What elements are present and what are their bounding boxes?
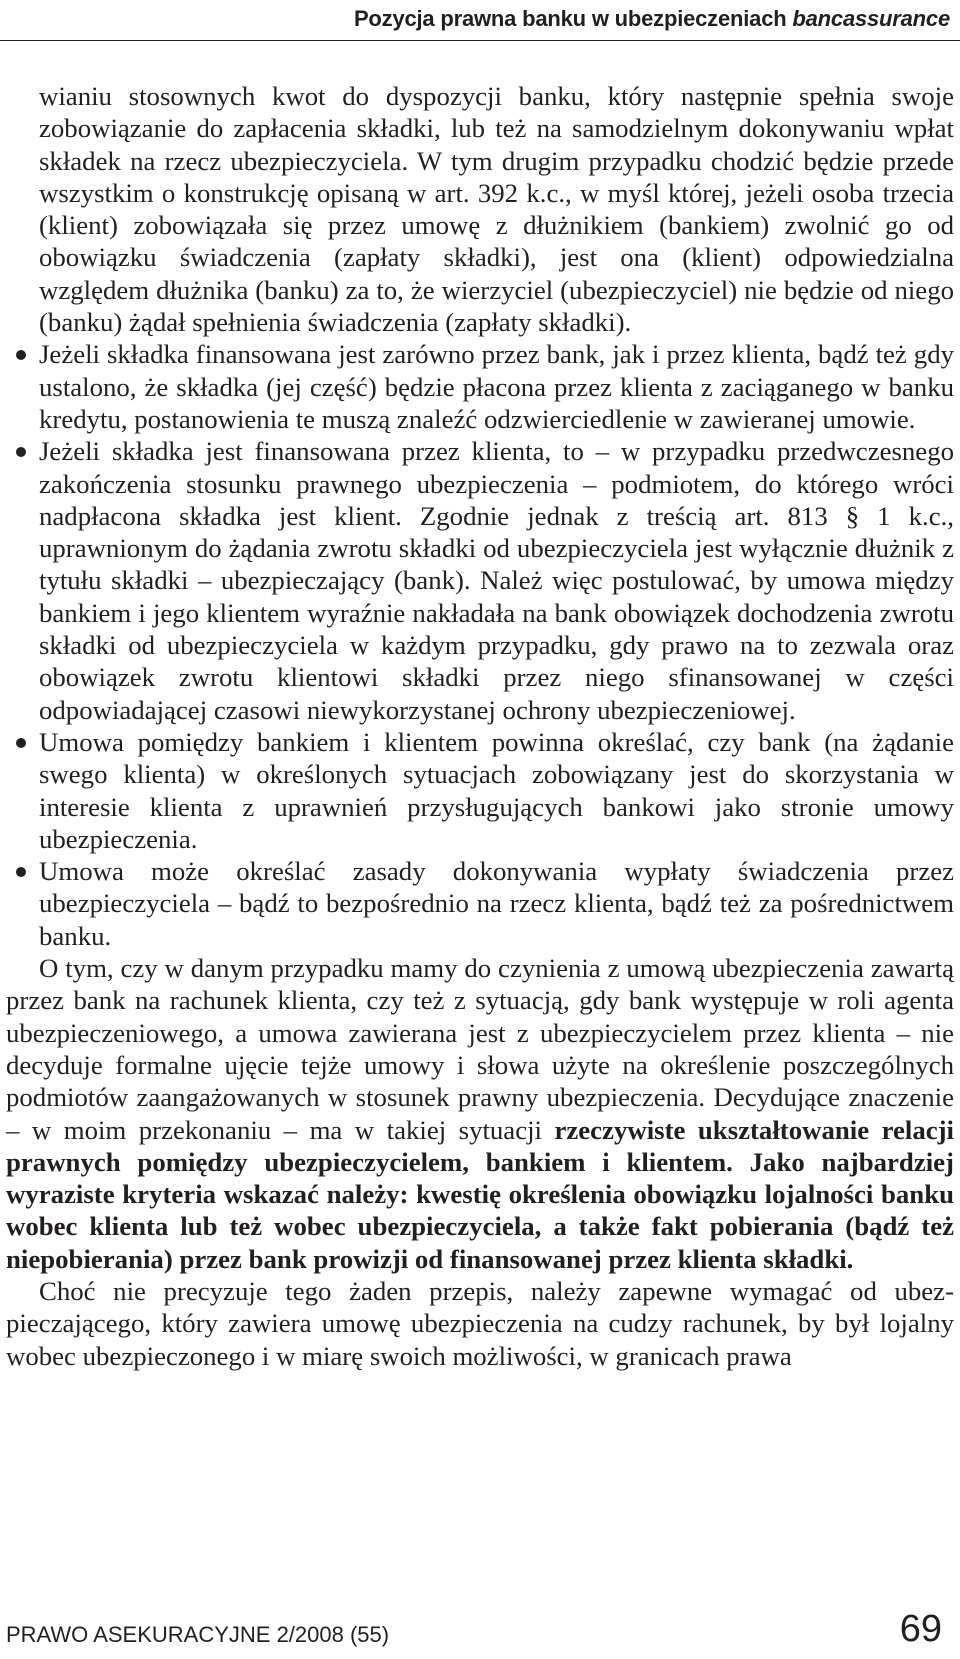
bullet-list bbox=[6, 338, 954, 952]
bullet-item bbox=[6, 435, 954, 726]
intro-paragraph: wianiu stosownych kwot do dyspozycji banku, który następnie spełnia swoje zobowiązanie do zapłacenia składki, lub też na samodzielnym dokonywaniu wpłat składek na rzecz ubezpieczyciela. W tym drugim przypadku chodzić będzie przede wszystkim o konstrukcję opisaną w art. 392 k.c., w myśl której, jeżeli osoba trzecia (klient) zobowiązała się przez umowę z dłużnikiem (bankiem) zwolnić go od obowiązku świadczenia (zapłaty składki), jest ona (klient) odpowiedzialna względem dłużnika (banku) za to, że wierzyciel (ubezpieczyciel) nie będzie od niego (banku) żądał spełnienia świadczenia (zapłaty składki). bbox=[39, 81, 954, 338]
bullet-icon bbox=[16, 738, 26, 748]
page-body bbox=[6, 80, 954, 1372]
bullet-icon bbox=[16, 867, 26, 877]
page-footer bbox=[0, 1600, 960, 1650]
header-title-italic: bancassurance bbox=[792, 6, 950, 31]
header-rule bbox=[0, 40, 960, 41]
bullet-item bbox=[6, 855, 954, 952]
header-title-main: Pozycja prawna banku w ubezpieczeniach bbox=[353, 6, 793, 31]
bullet-text: Jeżeli składka finansowana jest zarówno przez bank, jak i przez klienta, bądź też gdy ustalono, że składka (jej część) będzie płacona przez klienta z zaciąganego w banku kredytu, postanowienia te muszą znaleźć odzwierciedlenie w zawieranej umowie. bbox=[39, 339, 954, 434]
bullet-text: Umowa może określać zasady dokonywania wypłaty świadczenia przez ubezpieczyciela – bądź to bezpośrednio na rzecz klienta, bądź też za pośrednictwem banku. bbox=[39, 856, 954, 951]
bullet-icon bbox=[16, 350, 26, 360]
paragraph-agency-text: O tym, czy w danym przypadku mamy do czynienia z umową ubezpieczenia zawartą przez bank na rachunek klienta, czy też z sytuacją, gdy bank występuje w roli agenta ubezpieczeniowego, a umowa zawierana jest z ubezpieczycielem przez klienta – nie decyduje formalne ujęcie tejże umowy i słowa użyte na określenie poszczególnych podmiotów zaangażowanych w stosunek prawny ubezpieczenia. Decydujące znaczenie – w moim przekonaniu – ma w takiej sytuacji bbox=[6, 953, 954, 1145]
bullet-item bbox=[6, 726, 954, 855]
footer-journal-name: PRAWO ASEKURACYJNE 2/2008 (55) bbox=[6, 1622, 390, 1647]
paragraph-loyalty: Choć nie precyzuje tego żaden przepis, należy zapewne wymagać od ubezpieczającego, który zawiera umowę ubezpieczenia na cudzy rachunek, by był lojalny wobec ubezpieczonego i w miarę swoich możliwości, w granicach prawa bbox=[6, 1275, 954, 1371]
bullet-text: Jeżeli składka jest finansowana przez klienta, to – w przypadku przedwczesnego zakończenia stosunku prawnego ubezpieczenia – podmiotem, do którego wróci nadpłacona składka jest klient. Zgodnie jednak z treścią art. 813 § 1 k.c., uprawnionym do żądania zwrotu składki od ubezpieczyciela jest wyłącznie dłużnik z tytułu składki – ubezpieczający (bank). Należ więc postulować, by umowa między bankiem i jego klientem wyraźnie nakładała na bank obowiązek dochodzenia zwrotu składki od ubezpieczyciela w każdym przypadku, gdy prawo na to zezwala oraz obowiązek zwrotu klientowi składki przez niego sfinansowanej w części odpowiadającej czasowi niewykorzystanej ochrony ubezpieczeniowej. bbox=[39, 436, 954, 725]
page-number: 69 bbox=[899, 1608, 942, 1650]
running-header bbox=[0, 0, 960, 48]
running-header-title bbox=[354, 6, 950, 32]
paragraph-agency-emphasis: rzeczywiste ukształtowanie relacji prawnych pomiędzy ubezpieczycielem, bankiem i klientem. Jako najbardziej wyraziste kryteria wskazać należy: kwestię określenia obowiązku lojalności banku wobec klienta lub też wobec ubezpieczyciela, a także fakt pobierania (bądź też niepobierania) przez bank prowizji od finansowanej przez klienta składki. bbox=[6, 1114, 954, 1274]
bullet-text: Umowa pomiędzy bankiem i klientem powinna określać, czy bank (na żądanie swego klienta) w określonych sytuacjach zobowiązany jest do skorzystania w interesie klienta z uprawnień przysługujących bankowi jako stronie umowy ubezpieczenia. bbox=[39, 726, 954, 854]
bullet-item bbox=[6, 338, 954, 435]
bullet-icon bbox=[16, 447, 26, 457]
paragraph-agency-criteria bbox=[6, 952, 954, 1275]
